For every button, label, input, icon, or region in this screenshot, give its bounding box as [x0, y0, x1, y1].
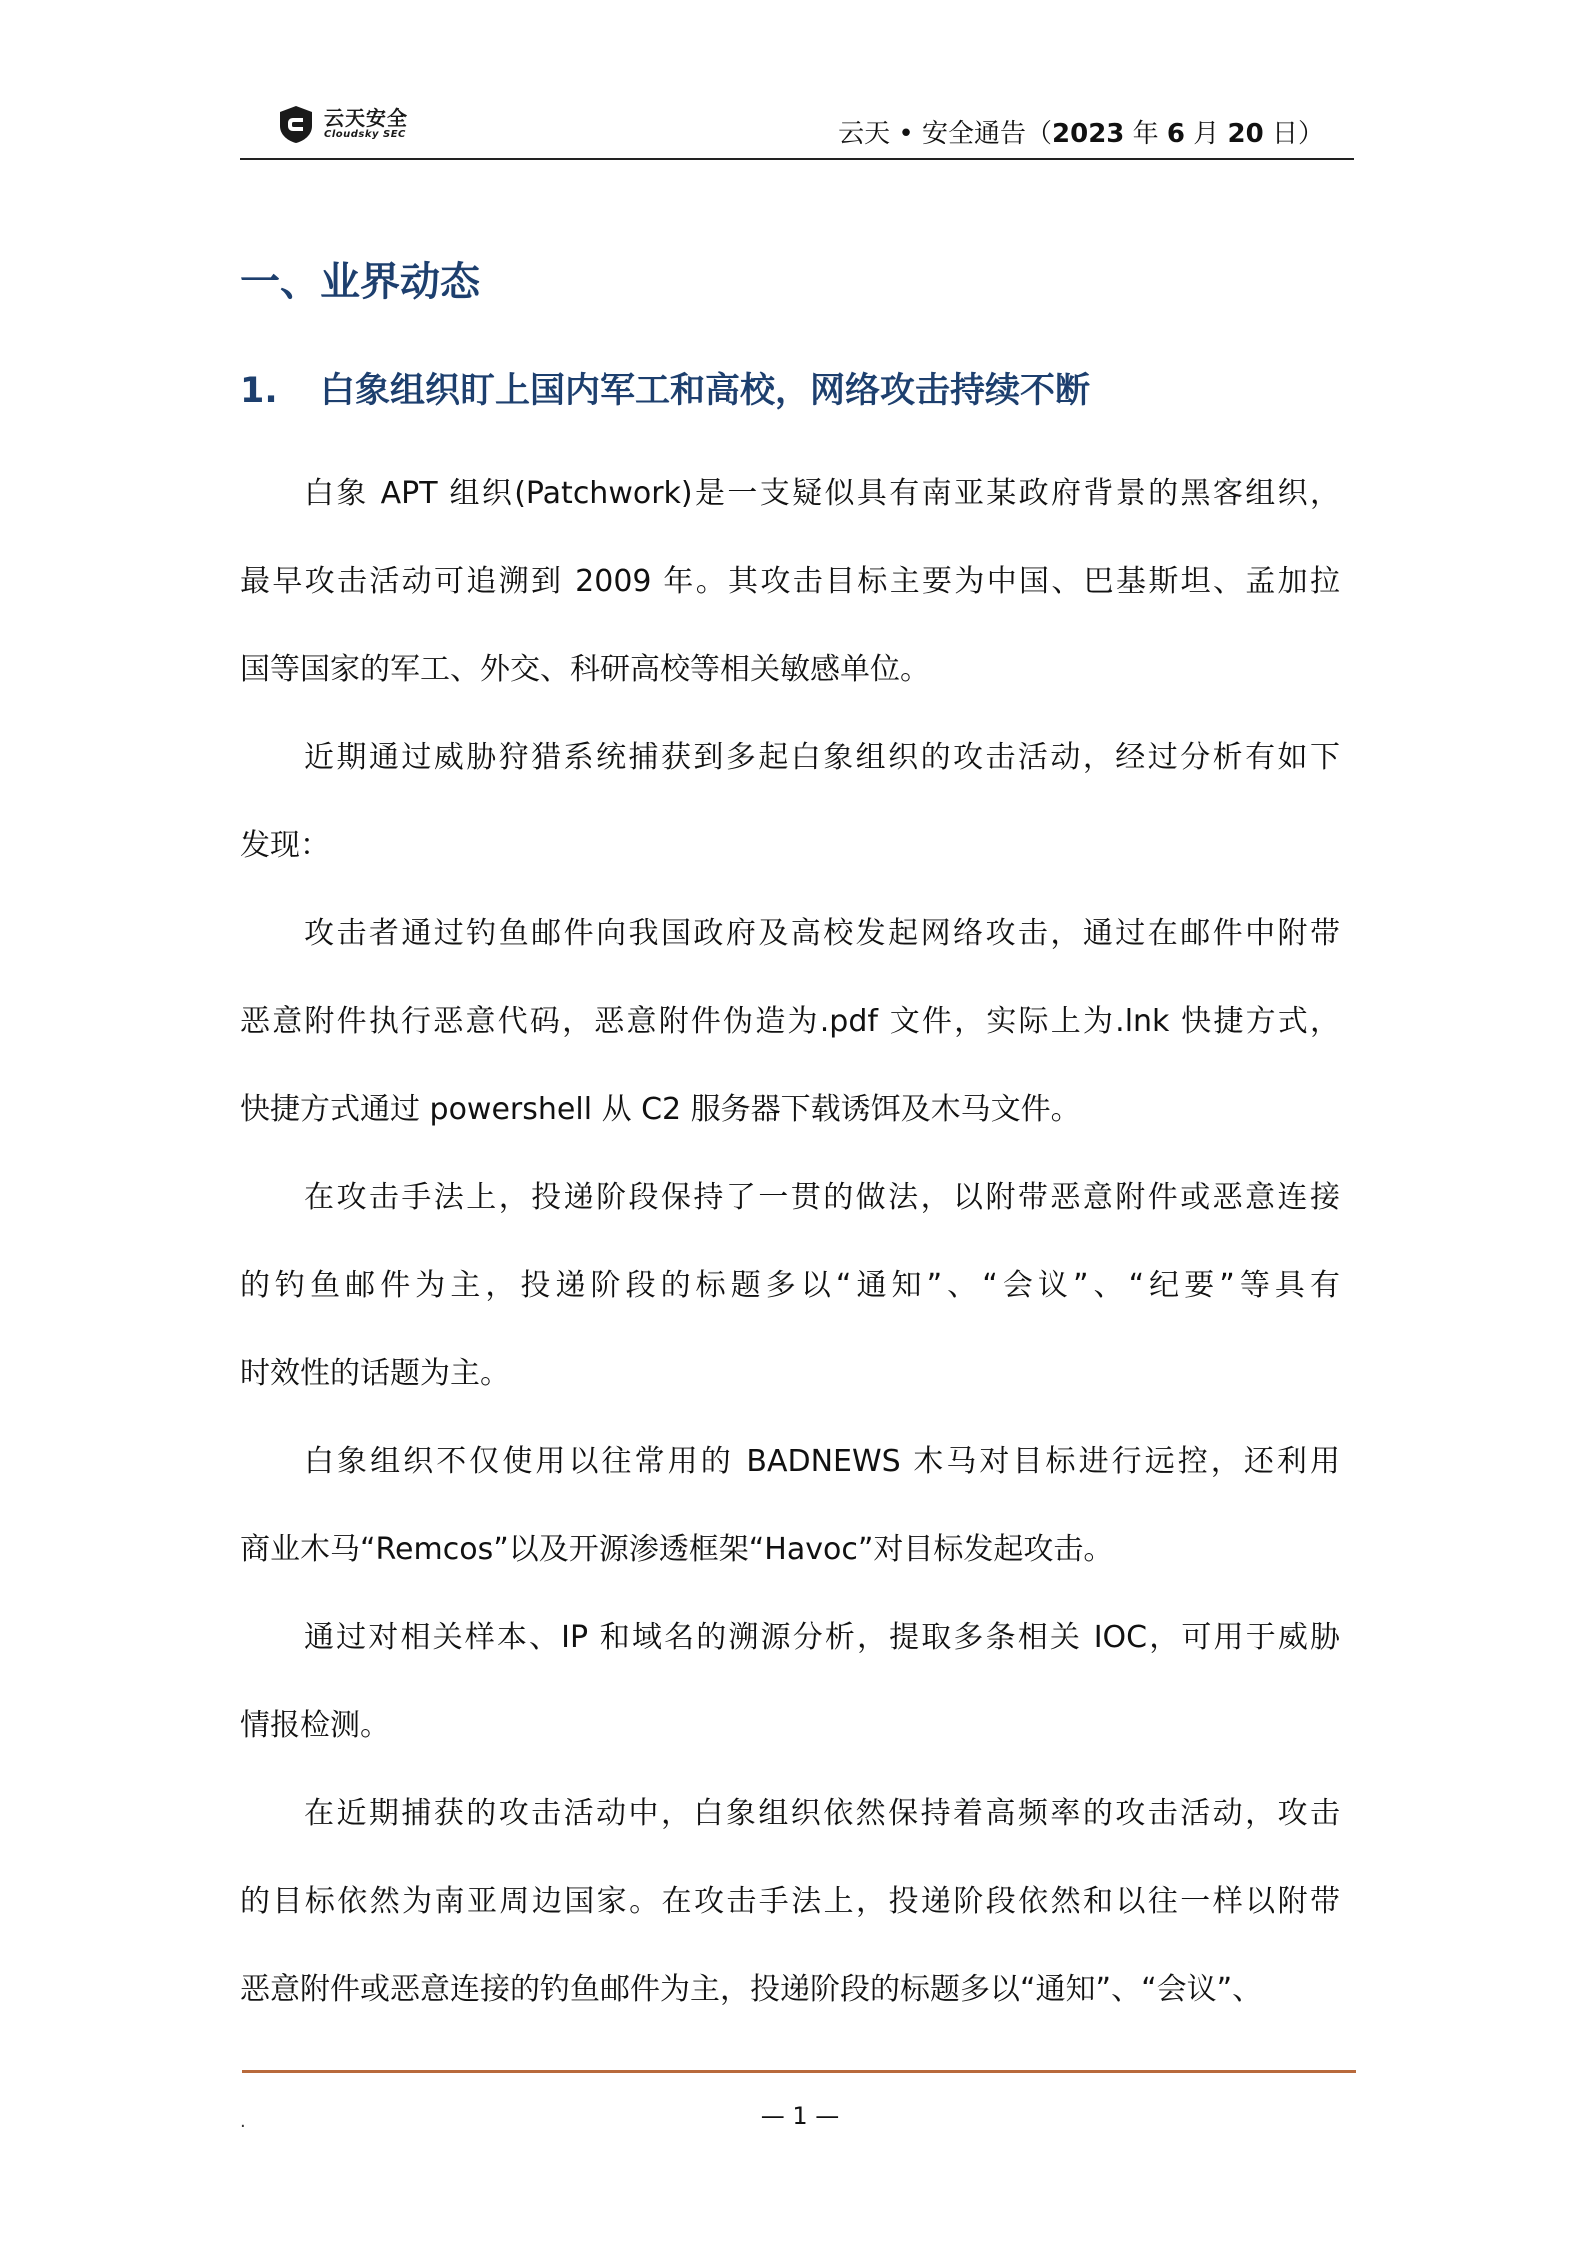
footer-mark: .: [240, 2111, 246, 2132]
page-header: [240, 88, 1354, 160]
paragraph: [240, 1418, 1340, 1594]
bulletin-title-prefix: 云天 • 安全通告（: [838, 119, 1053, 149]
paragraph-line: 恶意附件执行恶意代码，恶意附件伪造为.pdf 文件，实际上为.lnk 快捷方式，: [240, 1004, 1340, 1039]
logo-english-name: Cloudsky SEC: [324, 129, 406, 140]
bulletin-day: 20: [1227, 119, 1264, 149]
paragraph-line: 近期通过威胁狩猎系统捕获到多起白象组织的攻击活动，经过分析有如下: [304, 740, 1340, 775]
paragraph-line: 情报检测。: [240, 1708, 390, 1743]
bulletin-month: 6: [1166, 119, 1186, 149]
paragraph-line: 通过对相关样本、IP 和域名的溯源分析，提取多条相关 IOC，可用于威胁: [304, 1620, 1340, 1655]
paragraph-line: 发现：: [240, 828, 330, 863]
bulletin-day-unit: 日）: [1263, 119, 1324, 149]
article-body: [240, 450, 1340, 2034]
paragraph-line: 白象组织不仅使用以往常用的 BADNEWS 木马对目标进行远控，还利用: [304, 1444, 1340, 1479]
bulletin-year: 2023: [1052, 119, 1125, 149]
paragraph-line: 快捷方式通过 powershell 从 C2 服务器下载诱饵及木马文件。: [240, 1092, 1081, 1127]
paragraph: [240, 1770, 1340, 2034]
paragraph-line: 商业木马“Remcos”以及开源渗透框架“Havoc”对目标发起攻击。: [240, 1532, 1114, 1567]
article-title: 白象组织盯上国内军工和高校，网络攻击持续不断: [320, 371, 1091, 411]
header-divider: [240, 158, 1354, 160]
paragraph-line: 恶意附件或恶意连接的钓鱼邮件为主，投递阶段的标题多以“通知”、“会议”、: [240, 1972, 1263, 2007]
paragraph-line: 的目标依然为南亚周边国家。在攻击手法上，投递阶段依然和以往一样以附带: [240, 1884, 1340, 1919]
paragraph-line: 在近期捕获的攻击活动中，白象组织依然保持着高频率的攻击活动，攻击: [304, 1796, 1340, 1831]
bulletin-year-unit: 年: [1124, 119, 1167, 149]
paragraph: [240, 714, 1340, 890]
company-logo: [276, 98, 408, 150]
bulletin-title: [838, 118, 1324, 150]
paragraph: [240, 1154, 1340, 1418]
paragraph-line: 国等国家的军工、外交、科研高校等相关敏感单位。: [240, 652, 930, 687]
paragraph: [240, 1594, 1340, 1770]
cloudsky-logo-icon: [276, 104, 316, 144]
logo-chinese-name: 云天安全: [324, 106, 408, 130]
paragraph-line: 白象 APT 组织(Patchwork)是一支疑似具有南亚某政府背景的黑客组织，: [304, 476, 1340, 511]
paragraph-line: 的钓鱼邮件为主，投递阶段的标题多以“通知”、“会议”、“纪要”等具有: [240, 1268, 1340, 1303]
article-heading: [240, 366, 1090, 416]
paragraph-line: 在攻击手法上，投递阶段保持了一贯的做法，以附带恶意附件或恶意连接: [304, 1180, 1340, 1215]
paragraph-line: 最早攻击活动可追溯到 2009 年。其攻击目标主要为中国、巴基斯坦、孟加拉: [240, 564, 1340, 599]
paragraph: [240, 890, 1340, 1154]
article-number: 1.: [240, 371, 278, 411]
page-number: — 1 —: [760, 2102, 840, 2130]
paragraph-line: 攻击者通过钓鱼邮件向我国政府及高校发起网络攻击，通过在邮件中附带: [304, 916, 1340, 951]
footer-divider: [242, 2070, 1356, 2073]
paragraph: [240, 450, 1340, 714]
bulletin-month-unit: 月: [1185, 119, 1228, 149]
paragraph-line: 时效性的话题为主。: [240, 1356, 510, 1391]
section-heading: 一、业界动态: [240, 259, 480, 305]
